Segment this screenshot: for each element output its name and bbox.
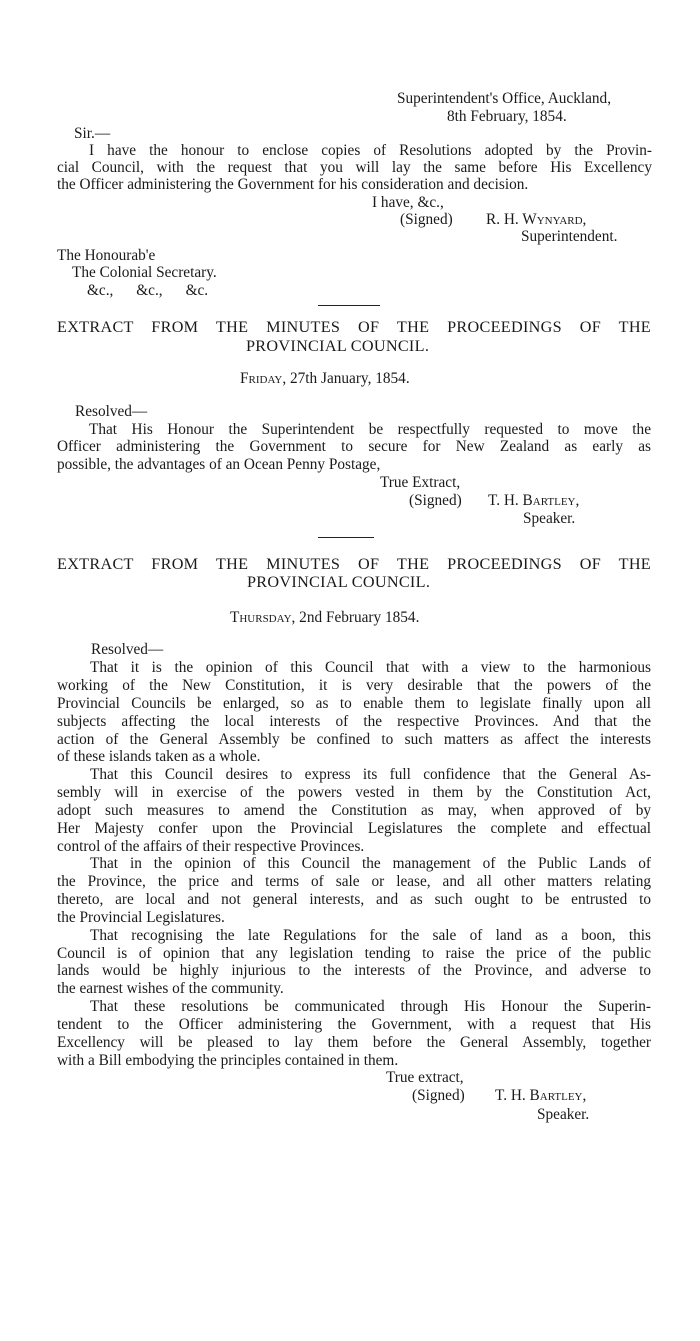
extract2-body-line: of these islands taken as a whole. [57,748,261,765]
extract2-body-line: lands would be highly injurious to the interests of the Province, and adverse to [57,962,651,979]
letter-address-line: The Honourab'e [57,247,156,264]
extract2-resolved: Resolved— [91,641,164,658]
extract2-body-line: Council is of opinion that any legislation tending to raise the price of the public [57,945,651,962]
extract2-body-line: That it is the opinion of this Council that with a view to the harmonious [90,659,651,676]
extract2-date-rest: 2nd February 1854. [299,609,420,626]
letter-signer-title: Superintendent. [521,228,618,245]
extract2-body-line: the earnest wishes of the community. [57,980,284,997]
extract2-body-line: the Provincial Legislatures. [57,909,225,926]
extract2-body-line: Her Majesty confer upon the Provincial Legislatures the complete and effectual [57,820,651,837]
extract2-body-line: Excellency will be pleased to lay them before the General Assembly, together [57,1034,651,1051]
extract2-heading-line1: EXTRACT FROM THE MINUTES OF THE PROCEEDINGS OF THE [57,555,651,573]
extract2-body-line: action of the General Assembly be confined to such matters as affect the interests [57,731,651,748]
letter-salutation: Sir.— [74,125,111,142]
extract2-body-line: control of the affairs of their respective Provinces. [57,838,365,855]
extract2-signer: T. H. Bartley, [495,1087,587,1104]
extract2-true-extract: True extract, [386,1069,464,1086]
extract1-signed-label: (Signed) [409,492,462,509]
extract2-signer-title: Speaker. [537,1106,590,1123]
letter-address-line: &c., &c., &c. [87,282,209,299]
extract1-signer-title: Speaker. [523,510,576,527]
extract2-date [230,609,419,627]
letter-body-line: cial Council, with the request that you will lay the same before His Excellency [57,159,652,176]
extract2-body-line: working of the New Constitution, it is very desirable that the powers of the [57,677,651,694]
letter-body-line: I have the honour to enclose copies of Resolutions adopted by the Provin- [89,142,652,159]
extract2-date-day: Thursday, [230,609,296,626]
extract2-body-line: with a Bill embodying the principles contained in them. [57,1052,399,1069]
letter-address-line: The Colonial Secretary. [72,264,217,281]
extract1-date-day: Friday, [240,370,287,387]
extract1-heading-line1: EXTRACT FROM THE MINUTES OF THE PROCEEDINGS OF THE [57,318,651,336]
section-divider [318,537,374,538]
extract2-heading-line2: PROVINCIAL COUNCIL. [247,573,431,591]
letter-closing: I have, &c., [372,194,444,211]
extract2-body-line: That these resolutions be communicated through His Honour the Superin- [90,998,651,1015]
extract1-resolved: Resolved— [75,403,148,420]
extract2-body-line: tendent to the Officer administering the Government, with a request that His [57,1016,651,1033]
extract2-body-line: That this Council desires to express its full confidence that the General As- [90,766,651,783]
extract2-body-line: That recognising the late Regulations for the sale of land as a boon, this [90,927,651,944]
extract1-date [240,370,410,388]
extract1-true-extract: True Extract, [380,474,461,491]
letter-signer: R. H. Wynyard, [486,211,587,228]
letter-signed-label: (Signed) [400,211,453,228]
extract2-signed-label: (Signed) [412,1087,465,1104]
extract2-body-line: thereto, are local and not general interests, and as such ought to be entrusted to [57,891,651,908]
section-divider [318,305,380,306]
extract2-body-line: subjects affecting the local interests of the respective Provinces. And that the [57,713,651,730]
extract1-body-line: That His Honour the Superintendent be respectfully requested to move the [89,421,651,438]
extract2-body-line: sembly will in exercise of the powers vested in them by the Constitution Act, [57,784,651,801]
extract1-heading-line2: PROVINCIAL COUNCIL. [246,337,430,355]
extract2-body-line: Provincial Councils be enlarged, so as to enable them to legislate finally upon all [57,695,651,712]
letter-office-line: Superintendent's Office, Auckland, [397,90,612,107]
extract1-date-rest: 27th January, 1854. [289,370,410,387]
extract1-signer: T. H. Bartley, [488,492,580,509]
extract2-body-line: That in the opinion of this Council the management of the Public Lands of [90,855,651,872]
extract1-body-line: Officer administering the Government to secure for New Zealand as early as [57,438,651,455]
extract2-body-line: the Province, the price and terms of sale or lease, and all other matters relating [57,873,651,890]
letter-body-line: the Officer administering the Government for his consideration and decision. [57,176,529,193]
letter-date-line: 8th February, 1854. [447,108,567,125]
extract2-body-line: adopt such measures to amend the Constitution as may, when approved of by [57,802,651,819]
extract1-body-line: possible, the advantages of an Ocean Penny Postage, [57,456,381,473]
